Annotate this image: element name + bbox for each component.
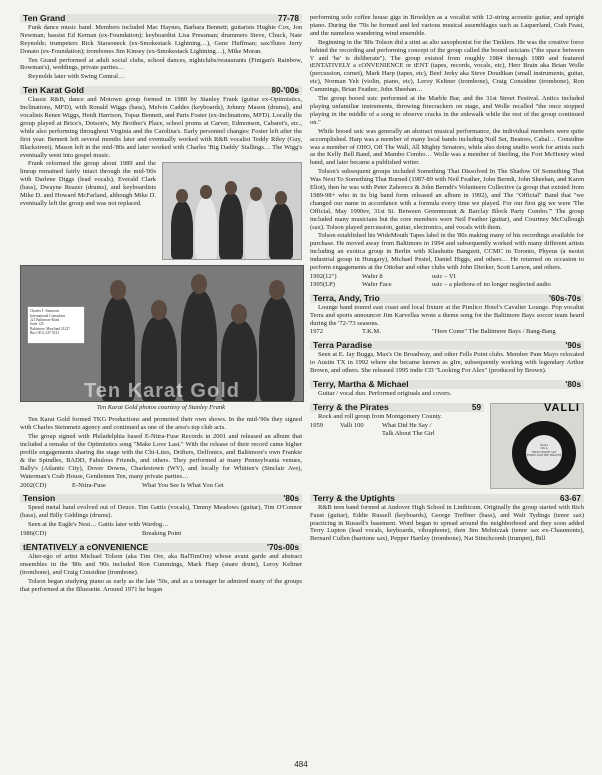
paragraph: While booed usic was generally an abstract musical performance, the individual members were quite accomplished. Harp was a member of many local bands including Null Set, Beatoes, Cabal… Considine was a member of OHO, Off The Wall, All Mighty Senators, while also doing studio work for artists such as the Kelly Bell Band, and Mambo Combo… Wolle was a member of Sterling, the Fort McHenry wind band, and later became a published writer. (310, 127, 584, 167)
paragraph: Speed metal band evolved out of Deuce. Tim Gattis (vocals), Timmy Meadows (guitar), Tim O'Connor (bass), and Billy Giddings (drums). (20, 504, 302, 520)
paragraph: Frank reformed the group about 1989 and the lineup remained fairly intact through the mid-'00s with Darlene Diggs (lead vocals), Everald Clark (bass), Dwayne Reazer (drums), and keyboardists Mike D. and Howard McFarland, although Mike D. eventually left the group and was not replaced. (20, 160, 156, 207)
entry-years: '80s (283, 494, 299, 504)
paragraph: Ten Karat Gold formed TKG Productions and promoted their own shows. In the mid-'90s they signed with Charles Steinmetz agency and continued as one of the area's top club acts. (20, 416, 302, 432)
discography-row: 1972 T.K.M. "Here Come" The Baltimore Bays / Bang-Bang (310, 328, 556, 336)
entry-name: Terra, Andy, Trio (313, 292, 380, 303)
discography-row: Talk About The Girl (382, 429, 435, 437)
entry-years: 63-67 (560, 493, 581, 503)
paragraph: Ten Grand performed at adult social clubs, school dances, nightclubs/restaurants (Finigan's Rainbow, Bowman's), weddings, private parties… (20, 56, 302, 72)
photo-watermark: Ten Karat Gold (84, 379, 240, 402)
entry-name: Terra Paradise (313, 340, 373, 351)
entry-name: Terry & the Uptights (313, 492, 395, 503)
entry-terry-pirates (310, 403, 584, 489)
entry-header (310, 494, 584, 503)
business-card: Charles T. Simmons International Consultant 221 Baltimore Road Suite 125 Baltimore, Maryland 21227 Bus (301) 247-3333 (27, 306, 85, 344)
entry-years: '90s (565, 341, 581, 351)
paragraph: Seen at the Eagle's Nest… Gattis later with Wardog… (28, 521, 169, 529)
entry-name: Terry, Martha & Michael (313, 378, 409, 389)
entry-tentatively-continued (310, 14, 584, 289)
right-column (310, 14, 584, 548)
paragraph: The group signed with Philadelphia based E-Nitra-Fuse Records in 2001 and released an album that included a remake of the Optimistics song "Make Love Last." With the release of their record came higher profile engagements sharing the stage with the Chi-Lites, Drifters, Delfonics, and Baltimore's own Frankie & the Spindles, BADD, Fabulous Friends, and others. They performed at many Pennsylvania venues, Bally's (Atlantic City), Dover Downs, Charlestown (WV), and locally for Whitten's (Sinclair Ave), Waterman's Crab House, Gentlemen Ten, many private parties… (20, 433, 302, 480)
record-label: VALLI 100-A WHAT DID HE SAY TERRY AND THE PIRATES (526, 435, 562, 471)
band-photo-small (162, 162, 302, 260)
entry-header (310, 341, 584, 350)
entry-terry-martha-michael (310, 380, 584, 398)
entry-years: 77-78 (278, 14, 299, 23)
entry-years: '80s (565, 379, 581, 389)
entry-years: '60s-70s (549, 293, 581, 303)
entry-terra-paradise (310, 341, 584, 375)
discography-row: 1995(LP) Wafer Face usic – a plethora of no longer neglected audio (310, 280, 551, 288)
entry-ten-grand (20, 14, 302, 81)
paragraph: Tolson began studying piano as early as the late '50s, and as a teenager he admired many of the groups that performed at the Bluesette. Around 1971 he began (20, 577, 302, 593)
vinyl-disk (512, 421, 576, 485)
entry-tentatively (20, 543, 302, 593)
entry-terry-uptights (310, 494, 584, 543)
entry-name: tENTATIVELY a cONVENIENCE (23, 542, 149, 552)
paragraph: Alter-ego of artist Michael Tolson (aka Tim Ore, aka BalTimOre) whose avant garde and abstract ensembles in the '80s and '90s included Ron Cummings, Mark Harp (snare drum), Leroy Keltner (trombone), and Craig Considine (trombone). (20, 552, 302, 576)
band-photo-large (20, 265, 304, 402)
paragraph: Tolson's subsequent groups included Something That Dissolved In The Shadow Of Something That Was Next To Something That Burned (1987-89 with Neil Feather, John Berndt, John Sheehan, and Karen Eliot), then he was with Peter Zahorecz & John Berndt's Volunteers Collective (a group that existed from 1989-98+ who in its big band form released an album in 1992), and The "Official" Band that "we changed our name in accordance with a formula every time we played. For our first gig we were 'The Official, May 1990ev, 31st St. Between Greenmount & Barclay Block Party Combo.'" The group included many musicians but the core members were Neil Feather (guitar), and Courtney McCullough (sax). Tolson played percussion, guitar, electronics, and vocals with them. (310, 168, 584, 231)
paragraph: Lounge band toured east coast and local fixture at the Pimlico Hotel's Cavalier Lounge. Pop vocalist Terra and sports announcer Jim Karvellas wrote a theme song for the Baltimore Bays soccer team heard during the '72-'73 seasons. (310, 303, 584, 327)
paragraph: Reynolds later with Swing Central… (28, 73, 125, 81)
discography-row: 1959 Valli 100 What Did He Say / (310, 421, 432, 429)
photo-caption: Ten Karat Gold photos courtesy of Stanley Frank (96, 404, 226, 412)
paragraph: The group booed usic performed at the Marble Bar, and the 31st Street Festival. Antics included playing unfamiliar instruments, throwing firecrackers on stage, and Wolle recalled "the once stopped playing in the middle of a song to observe cracks in the sidewalk while the rest of the group continued on." (310, 95, 584, 126)
entry-years: 59 (471, 402, 481, 412)
entry-header (20, 543, 302, 552)
entry-header (310, 294, 584, 303)
discography-row: 1992(12") Wafer 8 usic – VI (310, 273, 456, 280)
entry-name: Tension (23, 493, 56, 504)
paragraph: Funk dance music band. Members included Mac Haynes, Barbara Bennett; guitarists Hughie Cox, Jon Newman; bassist Ed Kernan (ex-Foundation); keyboardist Lisa Pressman; drummers Steve, Chuck, Nate Reynolds; trumpeters Rick Starsoneck (ex-Smokestack Lightning…), Gene Huffman; sax/flutes Jerry Donato (ex-Foundation); trombones Jim Kinsey (ex-Smokestack Lightning…), Mike Moran. (20, 23, 302, 55)
entry-header (20, 14, 302, 23)
entry-tension (20, 494, 302, 538)
entry-years: 80-'00s (271, 86, 299, 96)
entry-years: '70s-00s (267, 543, 299, 552)
paragraph: Beginning in the '80s Tolson did a stint as alto saxophonist for the Tinklers. He was the creative force behind the recording and performing concept of the group called the booed usicians ("the space between 't' and 'he' is deliberate"). The group existed from roughly 1984 through 1989 and featured tENTATIVELY a cONVENIENCE or tENT (tapes, records, vocals, etc), Herr Brain aka Brian Wolle (percussion, cornet), Mark Harp (tapes, etc), Beef Jerky aka Steve Doudikan (small instruments, guitar, etc), Norman Yeh (violin, piano, etc), Leroy Keltner (trombone), Craig Considine (trombone), Ron Cummings, Brian Feather, John Sheehan… (310, 38, 584, 94)
entry-ten-karat-gold (20, 86, 302, 489)
paragraph: Seen at E. Jay Buggs, Max's On Broadway, and other Fells Point clubs. Member Pam Mayo relocated to Austin TX in 1992 where she became known as gIre, subsequently working with legendary Arthur Brown, and others. She released 1995 indie CD "Looking For Alex" (produced by Brown). (310, 351, 584, 375)
record-brand: VALLI (544, 401, 580, 414)
entry-header (20, 86, 302, 95)
entry-header (20, 494, 302, 503)
left-column (20, 14, 302, 598)
discography-row: 1986(CD) Breaking Point (20, 530, 182, 538)
entry-header (310, 403, 484, 412)
entry-terra-andy-trio (310, 294, 584, 337)
record-image (488, 403, 584, 487)
paragraph: Guitar / vocal duo. Performed originals and covers. (318, 389, 452, 397)
discography-row: 2002(CD) E-Nitra-Fuse What You See Is What You Get (20, 481, 224, 489)
paragraph: R&B teen band formed at Andover High School in Linthicum. Originally the group started with Rich Faust (guitar), Eddie Russell (keyboards), George Treffner (bass), and Walt Tydings (tenor sax) practicing in Russell's basement. Word began to spread around the neighborhood and they soon added Terry Lupton (lead vocals, keyboards, vibraphone), then Jim Melniczak (tenor sax ex-Chaumonts), Bernard Cullen (baritone sax), Pepper Hartley (trombone), Nat Stinchcomb (trumpet), Bill (310, 503, 584, 543)
page-number: 484 (294, 760, 308, 769)
paragraph: performing solo coffee house gigs in Brooklyn as a vocalist with 12-string acoustic guitar, and upright piano. During the '70s he formed and led various musical assemblages such as Laquerland, Crab Feast, and the nameless wandering wind ensemble. (310, 14, 584, 37)
paragraph: Rock and roll group from Montgomery County. (318, 412, 442, 420)
entry-name: Terry & the Pirates (313, 401, 389, 412)
paragraph: Classic R&B, dance and Motown group formed in 1980 by Stanley Frank (guitar ex-Optimistics, Inclinations, MFD), with Ronald Wiggs (bass), Melvin Caddes (keyboards), Johnny Mason (drums), and vocalists Renee Wiggs, Heidi Harrison, Topaz Bennett, and Paris Foster (ex-Inclinations, MFD). Locally the group played at Brice's, Dotson's, My Brother's Place, school proms at Carver, Edmonson, Cabaret's, etc., while also performing throughout Virginia and the Carolina's. Early personnel changes: Foster left after the first year. Bennett left several months later and eventually worked with R&B vocalist Teddy Riley (Guy, Blackstreet). Mason left in the mid-'80s and later worked with Charles 'Big Daddy' Stallings… The Wigg's eventually went into gospel music. (20, 96, 302, 159)
entry-name: Ten Grand (23, 13, 66, 23)
paragraph: Tolson established his WideMouth Tapes label in the '80s making many of his recordings available for purchase. He moved away from Baltimore in 1994 and subsequently worked with many different artists including an exotica group in Berlin with Klauhutte Bangzeit, CCMC in Toronto, Phyeus (a neoist industrial group in Hungary), Michael Pestel, Daniel Higgs, and others… He returned on occasion to perform engagements at the Ottobar and other clubs with John Dierker, Scott Larson, and others. (310, 232, 584, 272)
entry-name: Ten Karat Gold (23, 85, 84, 96)
entry-header (310, 380, 584, 389)
